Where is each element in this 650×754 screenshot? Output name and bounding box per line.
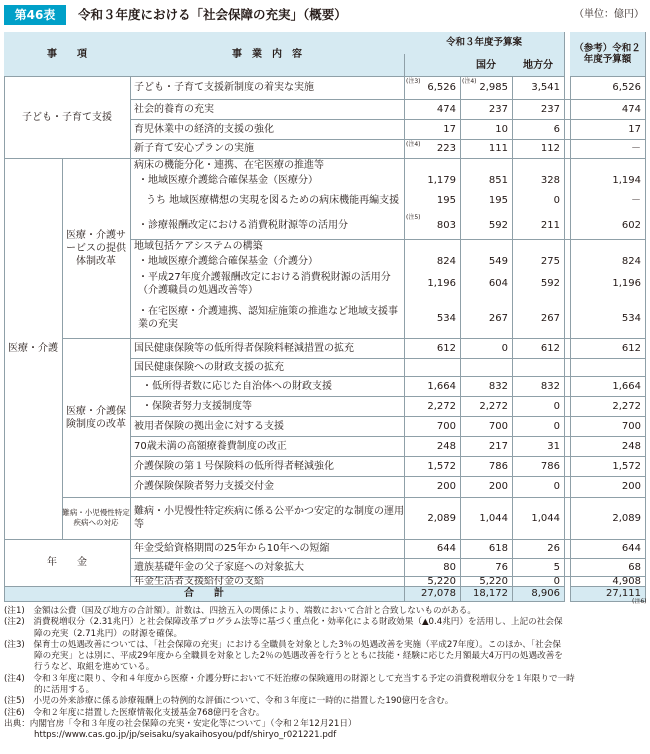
cell-budget: 534 [436,312,456,324]
cell-kuni: 2,985 [479,82,508,93]
cell-chiho [512,158,564,172]
cell-chiho: 112 [540,143,560,154]
row-label: ・診療報酬改定における消費税財源等の活用分 [138,220,348,231]
row-label: ・保険者努力支援制度等 [142,400,252,412]
row-label: 年金生活者支援給付金の支給 [134,576,264,586]
cell-chiho: 1,044 [531,512,560,524]
row-label: ・地域医療介護総合確保基金（介護分） [138,255,318,267]
cell-kuni: 237 [488,103,508,115]
cell-chiho: 31 [547,440,560,452]
note-line: 出典：内閣官房「令和３年度の社会保障の充実・安定化等について」（令和２年12月21日） [4,718,357,729]
cell-kuni: 2,272 [479,400,508,412]
row-label: ・低所得者数に応じた自治体への財政支援 [142,380,332,392]
row-label: 70歳未満の高額療養費制度の改正 [134,440,287,452]
cell-chiho: 237 [540,103,560,115]
cell-ref: 1,572 [612,460,641,472]
cell-ref: 1,664 [612,380,641,392]
cell-kuni [460,239,512,253]
cell-ref: － [631,143,641,154]
cell-budget: 1,572 [427,460,456,472]
cell-chiho: 832 [540,380,560,392]
cell-chiho: 0 [553,576,560,586]
cell-budget: 824 [436,255,456,267]
cell-chiho: 592 [540,278,560,289]
total-kuni: 18,172 [473,588,508,599]
category-teikyo: 医療・介護サービスの提供体制改革 [66,229,126,267]
category-kodomo: 子ども・子育て支援 [22,111,112,123]
footnote-marker: (注4) [406,141,421,148]
cell-kuni: 76 [495,561,508,573]
cell-kuni: 786 [488,460,508,472]
note-line: 障の充実」とは別に、平成29年度から全職員を対象とした2％の処遇改善を行うとともに技能・経験に応じた月額最大4万円の処遇改善を [34,651,563,662]
row-label: 難病・小児慢性特定疾病に係る公平かつ安定的な制度の運用 等 [134,506,404,530]
header-kuni: 国分 [460,54,512,76]
category-iryo-kaigo: 医療・介護 [8,343,58,354]
cell-budget: 612 [436,342,456,354]
cell-kuni: 10 [495,123,508,135]
cell-ref: 644 [621,543,641,554]
cell-budget: 700 [436,420,456,432]
total-budget: 27,078 [421,588,456,599]
note-line: (注2) 消費税増収分（2.31兆円）と社会保障改革プログラム法等に基づく重点化・効率化による財政効果（▲0.4兆円）を活用し、上記の社会保 [4,617,563,628]
header-ref: （参考）令和２年度予算額 [570,32,645,76]
cell-kuni [460,358,512,376]
row-label: 新子育て安心プランの実施 [134,143,254,154]
row-label: 年金受給資格期間の25年から10年への短縮 [134,543,330,554]
cell-kuni: 200 [488,481,508,492]
footnote-marker: (注5) [406,214,421,221]
row-label: 介護保険保険者努力支援交付金 [134,481,274,492]
table-number-badge: 第46表 [4,5,66,25]
cell-kuni: 604 [488,278,508,289]
header-content: 事 業 内 容 [130,32,404,76]
note-line: (注4) 令和３年度に限り、令和４年度から医療・介護分野において不妊治療の保険適用の財源として充当する予定の消費税増収分を１年限りで一時 [4,673,575,684]
cell-budget: 1,664 [427,380,456,392]
cell-budget: 2,272 [427,400,456,412]
cell-kuni: 0 [501,342,508,354]
cell-budget: 1,196 [427,278,456,289]
category-nanbyo: 難病・小児慢性特定疾病への対応 [62,508,130,527]
row-label: 社会的養育の充実 [134,103,214,115]
header-chiho: 地方分 [512,54,564,76]
cell-budget: 644 [436,543,456,554]
note-line: 障の充実（2.71兆円）の財源を確保。 [34,628,183,639]
cell-chiho: 211 [540,220,560,231]
cell-ref: 248 [621,440,641,452]
cell-chiho: 0 [553,400,560,412]
note-line: (注6) 令和２年度に措置した医療情報化支援基金768億円を含む。 [4,707,265,718]
cell-budget: 223 [436,143,456,154]
data-table [4,32,647,605]
cell-chiho: 275 [540,255,560,267]
cell-budget: 5,220 [427,576,456,586]
row-label: 介護保険の第１号保険料の低所得者軽減強化 [134,460,334,472]
cell-chiho: 267 [540,312,560,324]
cell-ref: 2,272 [612,400,641,412]
total-ref: 27,111 [606,588,641,599]
note-line: https://www.cas.go.jp/jp/seisaku/syakaihosyou/pdf/shiryo_r021221.pdf [34,730,337,741]
row-label: 子ども・子育て支援新制度の着実な実施 [134,82,314,93]
cell-ref: 2,089 [612,512,641,524]
cell-ref: 700 [621,420,641,432]
category-nenkin: 年 金 [47,557,87,568]
cell-ref [570,239,645,253]
cell-kuni [460,158,512,172]
cell-budget: 6,526 [427,82,456,93]
header-budget: 令和３年度予算案 [404,32,564,54]
cell-budget [404,158,460,172]
cell-ref: 17 [628,123,641,135]
cell-budget: 80 [443,561,456,573]
row-label: 病床の機能分化・連携、在宅医療の推進等 [134,159,324,171]
cell-ref: 824 [621,255,641,267]
unit-label: （単位：億円） [574,9,644,20]
cell-kuni: 592 [488,220,508,231]
cell-ref: － [631,194,641,206]
page-title: 令和３年度における「社会保障の充実」（概要） [78,7,347,22]
header-item: 事 項 [4,32,130,76]
cell-ref: 612 [621,342,641,354]
row-label: 国民健康保険への財政支援の拡充 [134,361,284,373]
cell-chiho: 3,541 [531,82,560,93]
cell-kuni: 267 [488,312,508,324]
row-label: 被用者保険の拠出金に対する支援 [134,420,284,432]
total-chiho: 8,906 [531,588,560,599]
cell-chiho: 0 [553,481,560,492]
cell-ref: 6,526 [612,82,641,93]
cell-chiho: 5 [553,561,560,573]
cell-budget: 17 [443,123,456,135]
note-line: 行うなど、取組を進めている。 [34,662,155,673]
category-total: 合 計 [184,588,224,599]
cell-ref: 474 [621,103,641,115]
note-line: (注3) 保育士の処遇改善については、「社会保障の充実」における全職員を対象とした3％の処遇改善を実施（平成27年度）。このほか、「社会保 [4,639,561,650]
cell-budget: 2,089 [427,512,456,524]
cell-chiho: 26 [547,543,560,554]
row-label: ・地域医療介護総合確保基金（医療分） [138,174,318,186]
cell-kuni: 111 [488,143,508,154]
cell-kuni: 700 [488,420,508,432]
note-line: (注5) 小児の外来診療に係る診療報酬上の特例的な評価について、令和３年度に一時的に措置した190億円を含む。 [4,696,454,707]
cell-budget: 1,179 [427,174,456,186]
cell-ref: 602 [621,220,641,231]
cell-ref: 1,194 [612,174,641,186]
cell-chiho: 328 [540,174,560,186]
row-label: うち 地域医療構想の実現を図るための病床機能再編支援 [146,194,400,206]
cell-budget: 248 [436,440,456,452]
cell-chiho: 6 [553,123,560,135]
cell-budget [404,358,460,376]
cell-chiho [512,358,564,376]
cell-kuni: 1,044 [479,512,508,524]
cell-budget [404,239,460,253]
cell-chiho: 612 [540,342,560,354]
note-line: 的に活用する。 [34,685,95,696]
cell-ref: 68 [628,561,641,573]
cell-ref: 4,908 [612,576,641,586]
cell-ref: 1,196 [612,278,641,289]
footnote-marker: (注3) [406,78,421,85]
cell-kuni: 851 [488,174,508,186]
cell-kuni: 5,220 [479,576,508,586]
cell-chiho [512,239,564,253]
footnote-marker: (注4) [462,78,477,85]
cell-chiho: 0 [553,194,560,206]
row-label: 地域包括ケアシステムの構築 [134,240,263,252]
cell-budget: 803 [436,220,456,231]
cell-kuni: 217 [488,440,508,452]
cell-kuni: 549 [488,255,508,267]
row-label: 遺族基礎年金の父子家庭への対象拡大 [134,561,304,573]
cell-kuni: 832 [488,380,508,392]
row-label: ・平成27年度介護報酬改定における消費税財源の活用分（介護職員の処遇改善等） [138,271,391,296]
cell-ref: 534 [621,312,641,324]
cell-ref [570,158,645,172]
cell-chiho: 786 [540,460,560,472]
notes [4,606,646,742]
note-line: (注1) 金額は公費（国及び地方の合計額）。計数は、四捨五入の関係により、端数において合計と合致しないものがある。 [4,606,476,616]
cell-budget: 200 [436,481,456,492]
cell-kuni: 195 [488,194,508,206]
cell-kuni: 618 [488,543,508,554]
total-ref-note: (注6) [632,598,647,605]
row-label: 国民健康保険等の低所得者保険料軽減措置の拡充 [134,342,354,354]
cell-ref [570,358,645,376]
row-label: ・在宅医療・介護連携、認知症施策の推進など地域支援事業の充実 [138,306,398,330]
row-label: 育児休業中の経済的支援の強化 [134,123,274,135]
category-hoken: 医療・介護保険制度の改革 [66,405,126,430]
cell-budget: 195 [436,194,456,206]
cell-budget: 474 [436,103,456,115]
cell-chiho: 0 [553,420,560,432]
cell-ref: 200 [621,481,641,492]
